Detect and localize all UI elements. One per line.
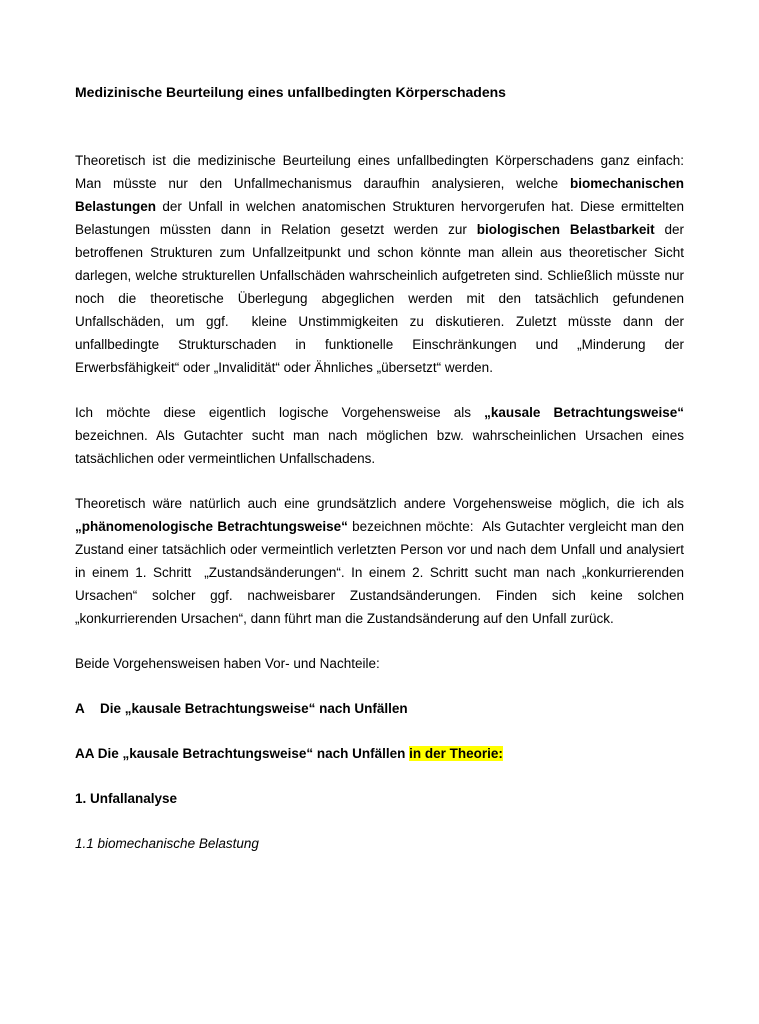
document-title: Medizinische Beurteilung eines unfallbedingten Körperschadens [75, 84, 506, 100]
document-content [75, 0, 684, 877]
paragraph-kausale-betrachtungsweise: Ich möchte diese eigentlich logische Vorgehensweise als „kausale Betrachtungsweise“ bezeichnen. Als Gutachter sucht man nach möglichen bzw. wahrscheinlichen Ursachen eines tatsächlichen oder vermeintlichen Unfallschadens. [75, 405, 685, 466]
paragraph-phaenomenologische-betrachtungsweise: Theoretisch wäre natürlich auch eine grundsätzlich andere Vorgehensweise möglich, die ich als „phänomenologische Betrachtungsweise“ bezeichnen möchte: Als Gutachter vergleicht man den Zustand einer tatsächlich oder vermeintlich verletzten Person vor und nach dem Unfall und analysiert in einem 1. Schritt „Zustandsänderungen“. In einem 2. Schritt sucht man nach „konkurrierenden Ursachen“ solcher ggf. nachweisbarer Zustandsänderungen. Finden sich keine solchen „konkurrierenden Ursachen“, dann führt man die Zustandsänderung auf den Unfall zurück. [75, 496, 684, 626]
heading-a-kausale-betrachtungsweise [75, 697, 684, 720]
heading-aa-kausale-in-der-theorie: AA Die „kausale Betrachtungsweise“ nach Unfällen in der Theorie: [75, 746, 503, 761]
paragraph-vor-und-nachteile: Beide Vorgehensweisen haben Vor- und Nachteile: [75, 656, 380, 671]
heading-1-unfallanalyse: 1. Unfallanalyse [75, 791, 178, 806]
paragraph-kausal-theorie: Theoretisch ist die medizinische Beurteilung eines unfallbedingten Körperschadens ganz einfach: Man müsste nur den Unfallmechanismus daraufhin analysieren, welche biomechanischen Belastungen der Unfall in welchen anatomischen Strukturen hervorgerufen hat. Diese ermittelten Belastungen müssten dann in Relation gesetzt werden zur biologischen Belastbarkeit der betroffenen Strukturen zum Unfallzeitpunkt und schon könnte man allein aus theoretischer Sicht darlegen, welche strukturellen Unfallschäden wahrscheinlich aufgetreten sind. Schließlich müsste nur noch die theoretische Überlegung abgeglichen werden mit den tatsächlich gefundenen Unfallschäden, um ggf. kleine Unstimmigkeiten zu diskutieren. Zuletzt müsste dann der unfallbedingte Strukturschaden in funktionelle Einschränkungen und „Minderung der Erwerbsfähigkeit“ oder „Invalidität“ oder Ähnliches „übersetzt“ werden. [75, 153, 685, 375]
heading-a-text: Die „kausale Betrachtungsweise“ nach Unfällen [100, 701, 408, 716]
heading-a-label: A [75, 701, 85, 716]
heading-1-1-biomechanische-belastung: 1.1 biomechanische Belastung [75, 836, 259, 851]
